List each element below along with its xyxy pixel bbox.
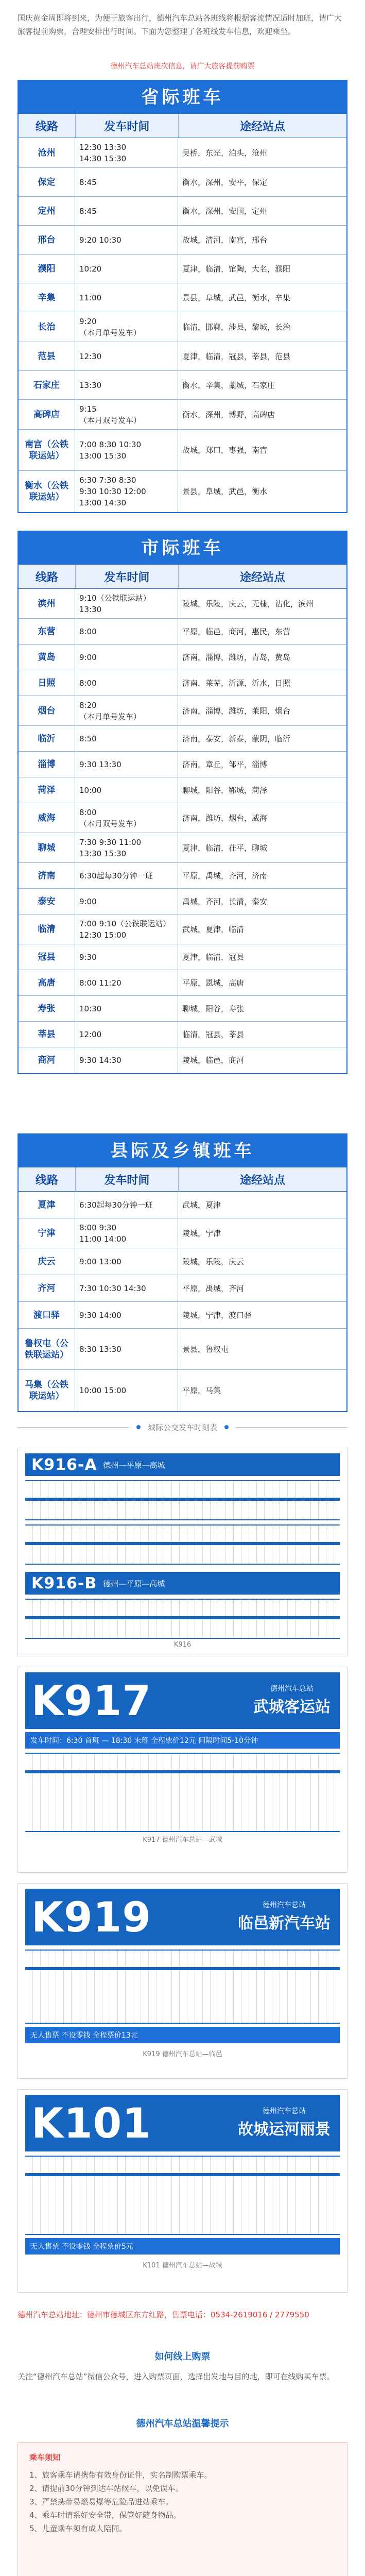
bus-sign (25, 1572, 340, 1595)
route-cell: 夏津 (19, 1192, 75, 1218)
table-row (19, 726, 346, 752)
time-cell: 9:30 (75, 944, 178, 970)
table-row (19, 619, 346, 645)
col-time: 发车时间 (76, 1167, 179, 1191)
table-row (19, 471, 346, 512)
stops-cell: 夏津，临清，冠县 (182, 952, 245, 962)
table-row (19, 696, 346, 726)
table-row (19, 1192, 346, 1218)
route-cell: 高碑店 (19, 400, 75, 429)
stops-cell: 衡水，深州，安国，定州 (182, 206, 268, 216)
table-row (19, 226, 346, 255)
route-cell: 定州 (19, 197, 75, 225)
table-row (19, 777, 346, 803)
dot-icon (224, 1425, 229, 1429)
table-row (19, 589, 346, 619)
table-row (19, 1022, 346, 1047)
table-row (19, 833, 346, 863)
time-cell: 6:30 7:30 8:30 9:30 10:30 12:00 13:00 14:30 (75, 471, 178, 512)
table-row (19, 342, 346, 371)
stops-cell: 夏津，临清，馆陶，大名，濮阳 (182, 264, 291, 274)
route-cell: 寿张 (19, 996, 75, 1021)
route-cell: 商河 (19, 1047, 75, 1073)
stops-cell: 平原，临邑，商河，惠民，东营 (182, 626, 291, 636)
bus-origin: 德州汽车总站 (263, 2107, 306, 2115)
bus-sign (25, 1453, 340, 1476)
stops-cell: 陵城，宁津，渡口驿 (182, 1310, 252, 1320)
notice-item: 2、请提前30分钟到达车站候车，以免误车。 (29, 2484, 183, 2493)
bus-sign (25, 2095, 340, 2151)
red-tip: 德州汽车总站班次信息，请广大旅客提前购票 (110, 62, 255, 71)
table-row (19, 1302, 346, 1329)
separator-text: 城际公交发车时刻表 (148, 1422, 218, 1432)
bus-origin: 德州汽车总站 (263, 1901, 306, 1909)
col-stops: 途经站点 (240, 1174, 286, 1187)
col-time: 发车时间 (76, 565, 179, 588)
bus-note: 无人售票 不设零钱 全程票价13元 (25, 2027, 340, 2043)
stops-cell: 临清，邯郸，涉县，黎城，长治 (182, 322, 291, 332)
route-cell: 莘县 (19, 1022, 75, 1047)
col-route: 线路 (19, 114, 76, 138)
route-cell: 保定 (19, 168, 75, 196)
bus-panel-k916 (18, 1448, 347, 1656)
route-cell: 临沂 (19, 726, 75, 751)
divider-line (18, 1427, 129, 1428)
time-cell: 8:00 （本月双号发车） (75, 803, 178, 833)
col-stops: 途经站点 (240, 120, 286, 133)
bus-name: 德州—平原—高城 (103, 1460, 165, 1470)
time-cell: 10:30 (75, 996, 178, 1021)
route-cell: 威海 (19, 803, 75, 833)
col-stops: 途经站点 (240, 571, 286, 584)
stops-cell: 夏津，临清，茌平，聊城 (182, 843, 268, 853)
table-row (19, 645, 346, 670)
bus-code: K919 (31, 1893, 151, 1941)
time-cell: 13:30 (75, 371, 178, 399)
route-cell: 泰安 (19, 889, 75, 914)
notice-item: 1、旅客乘车请携带有效身份证件，实名制购票乘车。 (29, 2470, 212, 2480)
notice-item: 4、乘车时请系好安全带，保管好随身物品。 (29, 2511, 181, 2520)
route-cell: 长治 (19, 312, 75, 342)
table-row (19, 1218, 346, 1248)
stops-cell: 济南，潍坊，烟台，威海 (182, 813, 268, 823)
stops-cell: 陵城，宁津 (182, 1228, 221, 1238)
route-cell: 范县 (19, 342, 75, 370)
stops-cell: 衡水，辛集，藁城，石家庄 (182, 380, 275, 390)
time-cell: 6:30起每30分钟一班 (75, 1192, 178, 1218)
route-cell: 日照 (19, 670, 75, 696)
bus-sign (25, 1672, 340, 1729)
notice-box (18, 2442, 347, 2576)
notice-item: 3、严禁携带易燃易爆等危险品进站乘车。 (29, 2497, 173, 2506)
time-cell: 9:20 10:30 (75, 226, 178, 254)
time-cell: 8:45 (75, 197, 178, 225)
bus-panel-k101 (18, 2089, 347, 2293)
time-cell: 8:00 (75, 670, 178, 696)
bus-code: K916-B (31, 1574, 97, 1592)
route-cell: 淄博 (19, 752, 75, 777)
address-paragraph: 德州汽车总站地址：德州市德城区东方红路，售票电话：0534-2619016 / 2779550 (18, 2310, 309, 2319)
stops-cell: 武城，夏津，临清 (182, 924, 245, 934)
route-cell: 石家庄 (19, 371, 75, 399)
stops-cell: 聊城，阳谷，郓城，菏泽 (182, 785, 268, 795)
time-cell: 9:30 14:30 (75, 1047, 178, 1073)
table-row (19, 312, 346, 342)
bus-code: K916-A (31, 1455, 97, 1474)
stops-cell: 衡水，深州，博野，高碑店 (182, 410, 275, 419)
route-bar (25, 1967, 340, 1970)
province-rows (19, 138, 346, 512)
table-row (19, 1047, 346, 1073)
county-bus-table (18, 1133, 347, 1412)
route-cell: 齐河 (19, 1275, 75, 1301)
stops-cell: 济南，泰安，新泰，蒙阴，临沂 (182, 734, 291, 743)
table-row (19, 970, 346, 996)
time-cell: 8:00 11:20 (75, 970, 178, 995)
stops-cell: 济南，淄博，潍坊，青岛，黄岛 (182, 652, 291, 662)
stop-diagram (25, 1599, 340, 1639)
time-cell: 9:30 13:30 (75, 752, 178, 777)
stops-cell: 临清，冠县，莘县 (182, 1029, 245, 1039)
route-cell: 滨州 (19, 589, 75, 618)
stops-cell: 夏津，临清，冠县，莘县，范县 (182, 351, 291, 361)
bus-code: K101 (31, 2099, 151, 2147)
bus-dest: 德州汽车总站 武城客运站 (253, 1680, 331, 1717)
time-cell: 8:30 13:30 (75, 1329, 178, 1369)
route-cell: 邢台 (19, 226, 75, 254)
time-cell: 9:30 14:00 (75, 1302, 178, 1328)
route-cell: 济南 (19, 863, 75, 888)
stops-cell: 衡水，深州，安平，保定 (182, 177, 268, 187)
dot-icon (136, 1425, 141, 1429)
table-row (19, 1370, 346, 1411)
time-cell: 10:00 15:00 (75, 1370, 178, 1411)
city-table-title: 市际班车 (19, 532, 346, 565)
stops-cell: 故城，郑口，枣强，南宫 (182, 445, 268, 455)
stops-cell: 武城，夏津 (182, 1200, 221, 1210)
table-row (19, 138, 346, 168)
province-bus-table (18, 80, 347, 513)
time-cell: 9:10（公铁联运站） 13:30 (75, 589, 178, 618)
route-cell: 宁津 (19, 1218, 75, 1248)
bus-note: 发车时间：6:30 首班 — 18:30 末班 全程票价12元 间隔时间5-10分钟 (25, 1732, 340, 1749)
panel-caption: K101 德州汽车总站—故城 (143, 2262, 222, 2269)
table-row (19, 803, 346, 833)
table-row (19, 168, 346, 197)
route-cell: 东营 (19, 619, 75, 644)
notice-title: 乘车须知 (29, 2453, 61, 2462)
table-row (19, 197, 346, 226)
time-cell: 8:00 9:30 11:00 14:00 (75, 1218, 178, 1248)
route-cell: 聊城 (19, 833, 75, 862)
table-row (19, 1275, 346, 1302)
stops-cell: 平原，禹城，齐河，济南 (182, 871, 268, 880)
province-table-title: 省际班车 (19, 81, 346, 114)
bus-sign (25, 1889, 340, 1945)
route-cell: 烟台 (19, 696, 75, 725)
notice-item: 5、儿童乘车须有成人陪同。 (29, 2524, 127, 2533)
stops-cell: 景县，鲁权屯 (182, 1344, 229, 1354)
time-cell: 6:30起每30分钟一班 (75, 863, 178, 888)
stops-cell: 景县，阜城，武邑，衡水 (182, 487, 268, 496)
route-cell: 南宫（公铁联运站） (19, 430, 75, 470)
table-row (19, 863, 346, 889)
stops-cell: 平原，马集 (182, 1386, 221, 1395)
bus-name: 德州—平原—高城 (103, 1579, 165, 1588)
time-cell: 8:00 (75, 619, 178, 644)
route-cell: 庆云 (19, 1248, 75, 1275)
stops-cell: 禹城，齐河，长清，泰安 (182, 896, 268, 906)
time-cell: 7:00 8:30 10:30 13:00 15:30 (75, 430, 178, 470)
route-cell: 鲁权屯（公铁联运站） (19, 1329, 75, 1369)
city-column-header (19, 565, 346, 589)
table-row (19, 283, 346, 312)
route-bar (25, 1770, 340, 1773)
panel-caption: K919 德州汽车总站—临邑 (143, 2050, 222, 2058)
stops-cell: 陵城，乐陵，庆云，无棣，沾化，滨州 (182, 599, 314, 608)
time-cell: 7:00 9:10（公铁联运站） 12:30 15:00 (75, 914, 178, 944)
time-cell: 12:30 (75, 342, 178, 370)
time-cell: 9:00 (75, 889, 178, 914)
table-row (19, 255, 346, 283)
bus-dest: 德州汽车总站 临邑新汽车站 (238, 1896, 331, 1933)
time-cell: 9:00 (75, 645, 178, 670)
time-cell: 8:20 （本月单号发车） (75, 696, 178, 725)
col-time: 发车时间 (76, 114, 179, 138)
time-cell: 7:30 10:30 14:30 (75, 1275, 178, 1301)
county-rows (19, 1192, 346, 1411)
booking-paragraph: 关注“德州汽车总站”微信公众号，进入购票页面，选择出发地与目的地，即可在线购买车票。 (18, 2372, 335, 2381)
stops-cell: 陵城，乐陵，庆云 (182, 1257, 245, 1266)
city-bus-table (18, 531, 347, 1074)
county-table-title: 县际及乡镇班车 (19, 1134, 346, 1167)
route-cell: 濮阳 (19, 255, 75, 283)
time-cell: 8:45 (75, 168, 178, 196)
route-cell: 沧州 (19, 138, 75, 167)
table-row (19, 371, 346, 400)
time-cell: 10:20 (75, 255, 178, 283)
time-cell: 12:00 (75, 1022, 178, 1047)
table-row (19, 1329, 346, 1370)
stops-cell: 吴桥，东光，泊头，沧州 (182, 148, 268, 158)
table-row (19, 914, 346, 944)
stop-diagram (25, 1524, 340, 1565)
route-cell: 衡水（公铁联运站） (19, 471, 75, 512)
time-cell: 9:15 （本月双号发车） (75, 400, 178, 429)
time-cell: 12:30 13:30 14:30 15:30 (75, 138, 178, 167)
time-cell: 10:00 (75, 777, 178, 803)
table-row (19, 752, 346, 777)
table-row (19, 1248, 346, 1275)
table-row (19, 889, 346, 914)
time-cell: 11:00 (75, 283, 178, 312)
stop-diagram (25, 1753, 340, 1832)
time-cell: 9:00 13:00 (75, 1248, 178, 1275)
intro-paragraph: 国庆黄金周即将到来，为便于旅客出行，德州汽车总站各班线将根据客流情况适时加班，请广大旅客提前购票，合理安排出行时间。下面为您整理了各班线发车信息，欢迎乘坐。 (18, 13, 342, 36)
table-row (19, 670, 346, 696)
bus-origin: 德州汽车总站 (270, 1685, 314, 1693)
divider-line (236, 1427, 347, 1428)
table-row (19, 996, 346, 1022)
section-separator (18, 1417, 347, 1437)
route-cell: 冠县 (19, 944, 75, 970)
stops-cell: 济南，莱芜，沂源，沂水，日照 (182, 678, 291, 688)
county-column-header (19, 1167, 346, 1192)
route-cell: 临清 (19, 914, 75, 944)
route-cell: 马集（公铁联运站） (19, 1370, 75, 1411)
bus-dest: 德州汽车总站 故城运河丽景 (238, 2102, 331, 2139)
city-rows (19, 589, 346, 1073)
col-route: 线路 (19, 565, 76, 588)
stops-cell: 聊城，阳谷，寿张 (182, 1004, 245, 1013)
time-cell: 7:30 9:30 11:00 13:30 15:30 (75, 833, 178, 862)
panel-caption: K917 德州汽车总站—武城 (143, 1836, 222, 1844)
stops-cell: 济南，章丘，邹平，淄博 (182, 759, 268, 769)
heading-tips: 德州汽车总站温馨提示 (136, 2418, 229, 2429)
stops-cell: 平原，恩城，高唐 (182, 978, 245, 988)
route-bar (25, 1616, 340, 1619)
route-bar (25, 1542, 340, 1545)
route-bar (25, 1498, 340, 1501)
stop-diagram (25, 1950, 340, 2024)
province-column-header (19, 114, 346, 138)
time-cell: 8:50 (75, 726, 178, 751)
table-row (19, 944, 346, 970)
col-route: 线路 (19, 1167, 76, 1191)
stops-cell: 陵城，临邑，商河 (182, 1056, 245, 1065)
stops-cell: 景县，阜城，武邑，衡水，辛集 (182, 293, 291, 302)
bus-panel-k919 (18, 1883, 347, 2079)
route-cell: 高唐 (19, 970, 75, 995)
panel-caption: K916 (173, 1641, 192, 1649)
time-cell: 9:20 （本月单号发车） (75, 312, 178, 342)
stops-cell: 平原，禹城，齐河 (182, 1283, 245, 1293)
route-bar (25, 2173, 340, 2176)
stop-diagram (25, 1480, 340, 1520)
bus-panel-k917 (18, 1667, 347, 1873)
stop-diagram (25, 2156, 340, 2235)
table-row (19, 400, 346, 430)
route-cell: 黄岛 (19, 645, 75, 670)
bus-note: 无人售票 不设零钱 全程票价5元 (25, 2238, 340, 2255)
heading-online-booking: 如何线上购票 (154, 2351, 211, 2362)
stops-cell: 故城，清河，南宫，邢台 (182, 235, 268, 245)
route-cell: 菏泽 (19, 777, 75, 803)
stops-cell: 济南，淄博，潍坊，莱阳，烟台 (182, 706, 291, 716)
table-row (19, 430, 346, 471)
bus-code: K917 (31, 1676, 151, 1725)
route-cell: 辛集 (19, 283, 75, 312)
route-cell: 渡口驿 (19, 1302, 75, 1328)
